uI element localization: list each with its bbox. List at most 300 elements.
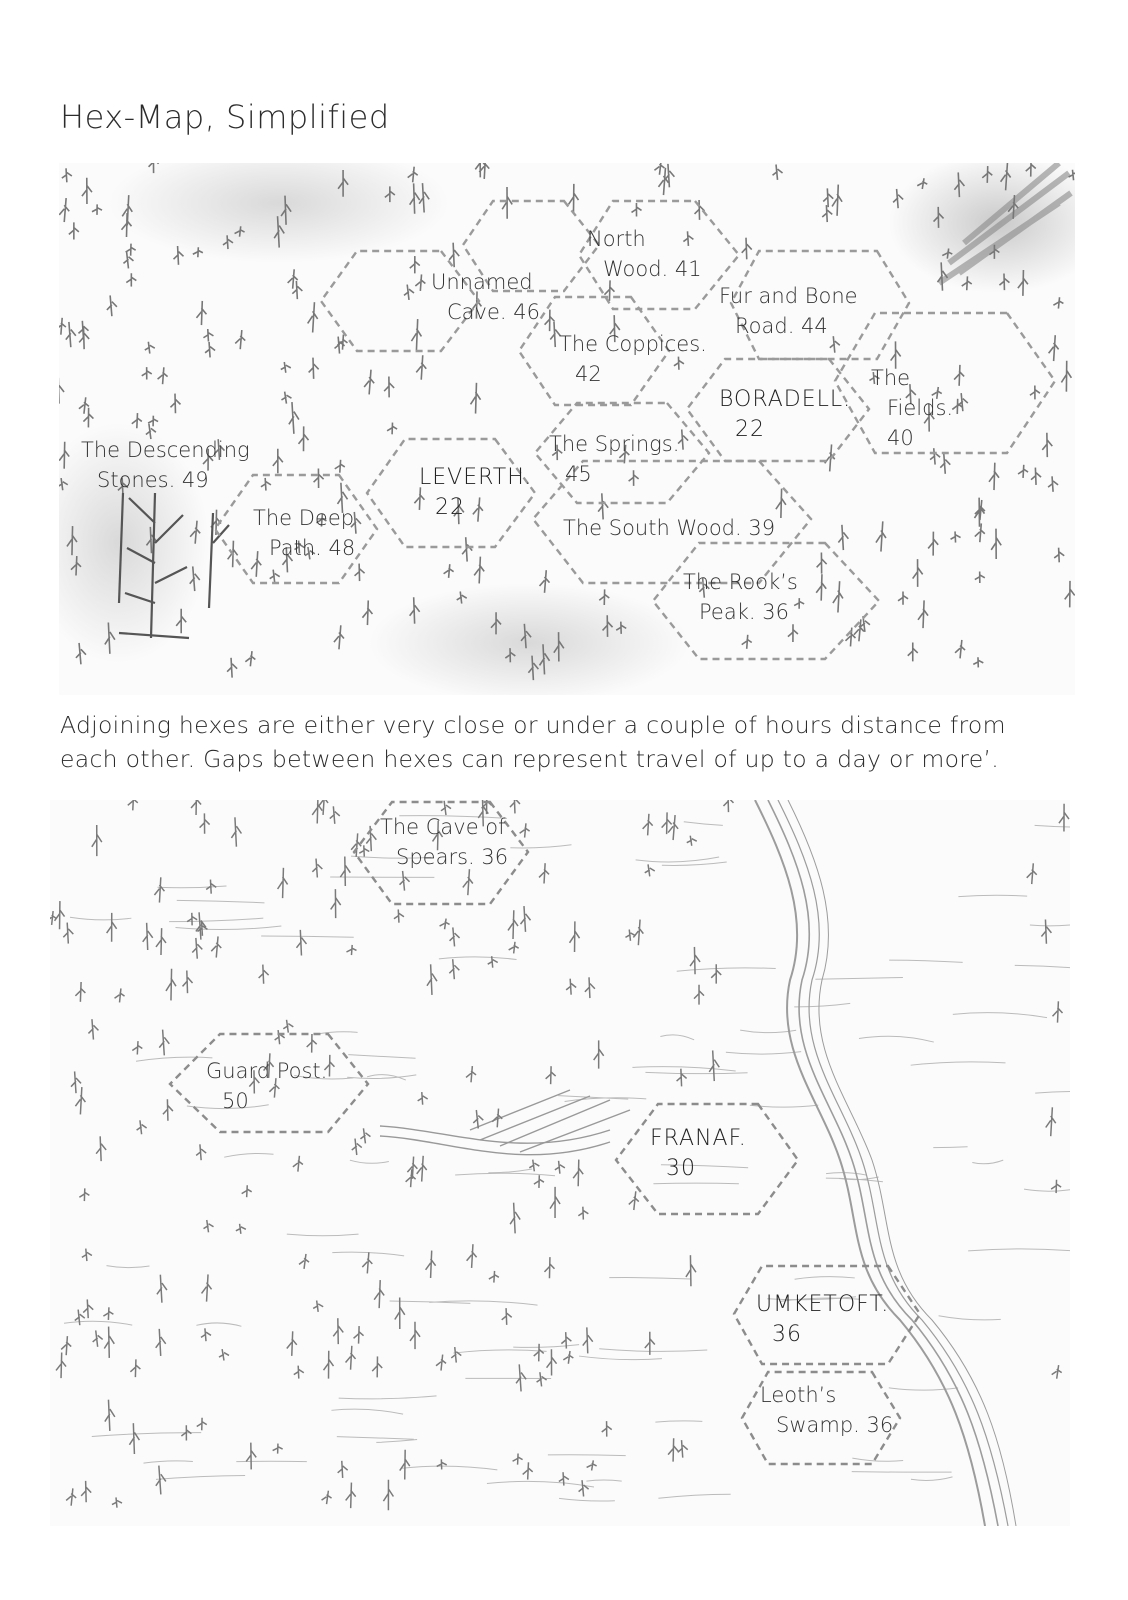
tree-mark: [79, 1188, 89, 1201]
tree-mark: [294, 1366, 304, 1379]
tree-mark: [566, 979, 576, 995]
tree-mark: [928, 532, 938, 556]
tree-mark: [773, 164, 783, 179]
tree-mark: [654, 163, 664, 175]
hex-outlines: [170, 802, 920, 1464]
tree-mark: [322, 1491, 332, 1504]
tree-mark: [817, 553, 827, 574]
fog-shading: [369, 583, 689, 695]
tree-mark: [539, 863, 549, 883]
tree-mark: [678, 429, 688, 449]
tree-mark: [324, 1351, 334, 1379]
hex-label-line: Road. 44: [735, 314, 828, 338]
hatch-stroke: [579, 1356, 662, 1360]
tree-mark: [489, 1271, 499, 1283]
hex-label-line: Spears. 36: [396, 845, 509, 869]
hex-the-south-wood: [563, 513, 775, 543]
hatch-stroke: [677, 968, 776, 971]
hex-label-line: 50: [222, 1089, 249, 1113]
tree-mark: [471, 383, 481, 414]
tree-mark: [145, 342, 155, 354]
tree-mark: [259, 965, 269, 984]
tree-mark: [573, 1160, 583, 1187]
tree-mark: [908, 643, 918, 662]
tree-mark: [384, 376, 394, 397]
tree-mark: [989, 463, 999, 490]
hex-label-line: Unnamed: [431, 270, 533, 294]
hatch-stroke: [599, 1349, 707, 1352]
hex-the-descending-stones: [81, 435, 250, 495]
tree-mark: [293, 1156, 303, 1172]
hatch-stroke: [347, 1075, 416, 1079]
hatch-stroke: [1030, 921, 1070, 925]
hatch-stroke: [684, 822, 723, 826]
hatch-stroke: [1035, 1092, 1070, 1095]
tree-mark: [534, 1344, 544, 1362]
hex-umketoft: [756, 1290, 889, 1350]
hatch-stroke: [889, 960, 963, 962]
hex-the-fields: [871, 363, 953, 453]
tree-mark: [75, 1087, 85, 1114]
hex-label-line: The South Wood. 39: [563, 516, 776, 540]
tree-mark: [191, 800, 201, 815]
hex-label-line: The Rook’s: [683, 570, 798, 594]
tree-mark: [678, 1440, 688, 1457]
hatch-stroke: [972, 1160, 1003, 1164]
tree-mark: [330, 806, 340, 823]
tree-mark: [645, 864, 655, 876]
top-map-panel: [59, 163, 1075, 695]
hex-label-line: Fields.: [887, 396, 954, 420]
tree-mark: [686, 1255, 696, 1286]
tree-mark: [83, 1299, 93, 1318]
tree-mark: [362, 1252, 372, 1273]
hex-leverth: [419, 463, 532, 523]
hex-label-line: Cave. 46: [447, 300, 540, 324]
tree-mark: [440, 919, 450, 930]
tree-mark: [629, 1191, 639, 1210]
tree-mark: [418, 1092, 428, 1105]
tree-mark: [958, 393, 968, 411]
hex-fur-and-bone-road: [719, 281, 858, 341]
hatch-stroke: [968, 1249, 1070, 1251]
tree-mark: [59, 378, 64, 404]
tree-mark: [334, 625, 344, 649]
tree-mark: [416, 355, 426, 379]
tree-mark: [411, 319, 421, 351]
tree-mark: [587, 1460, 597, 1470]
hatch-stroke: [658, 1494, 730, 1498]
hex-the-coppices: [559, 329, 707, 389]
tree-mark: [918, 600, 928, 628]
hex-label-line: The: [871, 366, 911, 390]
hatch-stroke: [169, 918, 263, 921]
tree-mark: [502, 1308, 512, 1325]
tree-mark: [594, 1040, 604, 1068]
tree-mark: [59, 198, 69, 222]
hex-guard-post: [206, 1056, 327, 1116]
tree-mark: [219, 1349, 229, 1360]
tree-mark: [281, 362, 291, 373]
tree-mark: [246, 1443, 256, 1470]
hatch-stroke: [548, 1455, 626, 1456]
hex-label-line: North: [587, 227, 646, 251]
tree-mark: [355, 564, 365, 582]
tree-mark: [1052, 1365, 1062, 1379]
tree-mark: [281, 392, 291, 404]
tree-mark: [823, 188, 833, 207]
tree-mark: [664, 164, 674, 187]
tree-mark: [183, 971, 193, 994]
tree-mark: [50, 911, 57, 925]
tree-mark: [523, 1462, 533, 1479]
tree-mark: [261, 478, 271, 491]
tree-mark: [450, 927, 460, 946]
tree-mark: [63, 923, 73, 944]
tree-mark: [544, 1257, 554, 1278]
tree-mark: [104, 1327, 114, 1358]
tree-mark: [427, 964, 437, 995]
hex-label-line: The Springs.: [549, 432, 680, 456]
tree-mark: [383, 1480, 393, 1511]
tree-mark: [204, 1220, 214, 1232]
tree-mark: [340, 857, 350, 886]
tree-mark: [156, 1466, 166, 1495]
tree-mark: [1031, 468, 1041, 485]
hatch-stroke: [316, 1032, 357, 1034]
hatch-stroke: [177, 900, 265, 902]
fog-shading: [109, 163, 449, 263]
tree-mark: [202, 1274, 212, 1301]
tree-mark: [1041, 920, 1051, 944]
hex-label-line: 45: [565, 462, 592, 486]
tree-mark: [59, 318, 66, 335]
tree-mark: [474, 557, 484, 584]
tree-mark: [876, 521, 886, 551]
tree-mark: [583, 1327, 593, 1353]
hatch-stroke: [794, 1003, 850, 1006]
tree-mark: [156, 928, 166, 955]
tree-mark: [940, 453, 950, 473]
hatch-stroke: [826, 1173, 867, 1176]
tree-mark: [96, 1136, 106, 1161]
tree-mark: [142, 367, 152, 379]
hatch-stroke: [439, 957, 517, 960]
tree-mark: [404, 285, 414, 300]
hex-label-line: Path. 48: [269, 536, 356, 560]
hatch-stroke: [795, 1277, 855, 1280]
tree-mark: [296, 930, 306, 956]
tree-mark: [534, 1175, 544, 1188]
hatch-stroke: [852, 1458, 903, 1461]
tree-mark: [132, 1041, 142, 1054]
tree-mark: [163, 1099, 173, 1120]
hatch-stroke: [911, 1477, 953, 1481]
hatch-stroke: [859, 1036, 934, 1042]
tree-mark: [677, 1069, 687, 1087]
hex-label-line: 30: [666, 1156, 696, 1181]
tree-mark: [625, 930, 635, 941]
tree-mark: [1065, 581, 1075, 608]
tree-mark: [275, 1030, 285, 1044]
tree-mark: [513, 1453, 523, 1464]
tree-mark: [387, 423, 397, 435]
tree-mark: [374, 1280, 384, 1308]
tree-mark: [463, 869, 473, 895]
page-title: Hex-Map, Simplified: [60, 98, 390, 136]
hatch-stroke: [339, 1396, 437, 1399]
hex-label-line: 42: [575, 362, 602, 386]
tree-mark: [69, 222, 79, 239]
tree-mark: [492, 1109, 502, 1128]
tree-mark: [107, 913, 117, 942]
tree-mark: [123, 252, 133, 269]
bottom-map-panel: [50, 800, 1070, 1526]
tree-mark: [71, 1071, 81, 1093]
tree-mark: [955, 640, 965, 658]
hatch-stroke: [196, 1323, 241, 1326]
tree-mark: [360, 1128, 370, 1143]
tree-mark: [742, 635, 752, 649]
hex-label-line: 36: [772, 1322, 802, 1347]
hex-label-line: Stones. 49: [97, 468, 209, 492]
hex-leoths-swamp: [760, 1380, 893, 1440]
town-name: FRANAF.: [650, 1126, 747, 1151]
tree-mark: [723, 800, 733, 812]
hex-label-line: Swamp. 36: [776, 1413, 894, 1437]
tree-mark: [333, 1318, 343, 1344]
tree-mark: [273, 1444, 283, 1454]
tree-mark: [61, 1336, 71, 1355]
tree-mark: [449, 959, 459, 979]
tree-mark: [308, 302, 318, 332]
tree-mark: [563, 1351, 573, 1364]
tree-mark: [417, 1156, 427, 1182]
hatch-stroke: [636, 857, 719, 862]
tree-mark: [462, 537, 472, 561]
tree-mark: [451, 1347, 461, 1363]
hatch-stroke: [632, 1067, 735, 1071]
tree-mark: [278, 868, 288, 898]
tree-mark: [838, 525, 848, 550]
hex-label-line: 40: [887, 426, 914, 450]
tree-mark: [898, 592, 908, 605]
tree-mark: [299, 426, 309, 451]
hatch-stroke: [261, 936, 354, 937]
tree-mark: [711, 964, 721, 983]
tree-mark: [832, 185, 842, 216]
hatch-stroke: [487, 1481, 594, 1487]
hex-unnamed-cave: [431, 267, 540, 327]
hatch-stroke: [70, 917, 131, 920]
tree-mark: [951, 531, 961, 542]
tree-mark: [211, 936, 221, 957]
tree-mark: [88, 1019, 98, 1039]
tree-mark: [56, 1353, 66, 1379]
tree-mark: [79, 397, 89, 413]
tree-mark: [55, 901, 65, 929]
tree-mark: [273, 449, 283, 474]
hatch-stroke: [287, 1234, 359, 1236]
hatch-stroke: [958, 895, 1027, 896]
tree-mark: [568, 184, 578, 213]
tree-mark: [1027, 863, 1037, 884]
tree-mark: [444, 564, 454, 578]
tree-mark: [352, 1139, 362, 1155]
map-caption: [60, 708, 1070, 776]
tree-mark: [105, 1400, 115, 1431]
tree-mark: [913, 559, 923, 587]
tree-mark: [170, 394, 180, 414]
tree-mark: [643, 814, 653, 836]
tree-mark: [206, 880, 216, 894]
hatch-stroke: [1015, 965, 1070, 969]
tree-mark: [309, 358, 319, 379]
tree-mark: [128, 800, 138, 810]
tree-mark: [203, 329, 213, 341]
tree-mark: [954, 365, 964, 386]
hex-the-deep-path: [253, 503, 355, 563]
tree-mark: [709, 1050, 719, 1081]
hatch-stroke: [453, 1350, 546, 1353]
hatch-stroke: [488, 1169, 532, 1173]
hatch-stroke: [889, 1388, 958, 1390]
tree-mark: [66, 322, 76, 347]
tree-mark: [521, 906, 531, 932]
tree-mark: [242, 1185, 252, 1197]
tree-mark: [346, 1346, 356, 1370]
tree-mark: [668, 815, 678, 840]
tree-mark: [952, 399, 962, 414]
tree-mark: [510, 800, 520, 813]
tree-mark: [825, 444, 835, 471]
tree-mark: [578, 1207, 588, 1220]
hex-north-wood: [587, 224, 702, 284]
hatch-stroke: [513, 1345, 579, 1348]
tree-mark: [245, 651, 255, 666]
hatch-stroke: [815, 978, 902, 980]
hex-label-line: The Cave of: [380, 815, 506, 839]
tree-mark: [991, 529, 1001, 559]
hex-label-line: 22: [435, 495, 465, 520]
tree-mark: [270, 570, 280, 583]
hatch-stroke: [106, 1266, 149, 1268]
tree-mark: [187, 913, 197, 926]
tree-mark: [154, 877, 164, 902]
tree-mark: [289, 402, 299, 434]
tree-mark: [687, 836, 697, 846]
tree-mark: [406, 1169, 416, 1187]
tree-mark: [156, 1329, 166, 1356]
tree-mark: [694, 985, 704, 1005]
hatch-stroke: [175, 926, 281, 930]
tree-mark: [555, 1161, 565, 1174]
tree-mark: [973, 657, 983, 667]
tree-mark: [158, 367, 168, 384]
tree-mark: [93, 1330, 103, 1346]
tree-mark: [537, 1372, 547, 1386]
tree-mark: [400, 1450, 410, 1480]
tree-mark: [197, 1418, 207, 1431]
hex-label-line: The Descending: [81, 438, 250, 462]
hatch-stroke: [156, 1476, 245, 1480]
tree-mark: [816, 574, 826, 600]
tree-mark: [508, 910, 518, 939]
hatch-stroke: [559, 1498, 615, 1501]
hex-label-line: Guard Post.: [206, 1059, 328, 1083]
tree-mark: [633, 920, 643, 946]
tree-mark: [200, 813, 210, 833]
tree-mark: [668, 1438, 678, 1461]
tree-mark: [975, 571, 985, 583]
tree-mark: [547, 1349, 557, 1375]
tree-mark: [196, 301, 206, 325]
tree-mark: [159, 1030, 169, 1056]
tree-mark: [126, 273, 136, 286]
tree-mark: [66, 1488, 76, 1505]
tree-mark: [372, 1356, 382, 1377]
tree-mark: [400, 871, 410, 891]
tree-mark: [395, 1298, 405, 1329]
tree-mark: [129, 1423, 139, 1454]
tree-mark: [510, 1203, 520, 1234]
hatch-stroke: [939, 1316, 1001, 1320]
tree-mark: [394, 909, 404, 922]
tree-mark: [364, 370, 374, 395]
hex-label-line: 22: [735, 417, 765, 442]
tree-mark: [426, 1251, 436, 1278]
tree-mark: [467, 1244, 477, 1268]
tree-mark: [81, 1481, 91, 1502]
tree-mark: [312, 859, 322, 878]
tree-mark: [157, 1275, 167, 1303]
hatch-stroke: [510, 845, 571, 848]
town-name: LEVERTH.: [419, 465, 533, 490]
tree-mark: [833, 581, 843, 612]
hatch-stroke: [660, 1035, 694, 1040]
hex-the-rooks-peak: [683, 567, 798, 627]
tree-mark: [354, 1326, 364, 1344]
tree-mark: [143, 923, 153, 950]
hatch-stroke: [911, 1062, 1006, 1065]
tree-mark: [822, 205, 832, 222]
tree-mark: [1061, 361, 1071, 392]
tree-mark: [92, 825, 102, 856]
tree-mark: [92, 204, 102, 214]
hatch-stroke: [402, 1466, 498, 1470]
hatch-stroke: [1024, 1189, 1070, 1191]
tree-mark: [283, 1020, 293, 1033]
tree-mark: [313, 1300, 323, 1311]
tree-mark: [1053, 1001, 1063, 1022]
tree-mark: [107, 295, 117, 316]
tree-mark: [1049, 335, 1059, 361]
hex-franaf: [650, 1124, 747, 1184]
tree-mark: [410, 256, 420, 273]
tree-mark: [1030, 386, 1040, 400]
hex-the-cave-of-spears: [380, 812, 508, 872]
hex-label-line: Fur and Bone: [719, 284, 858, 308]
tree-mark: [235, 330, 245, 349]
tree-mark: [437, 1459, 447, 1469]
tree-mark: [82, 178, 92, 204]
hatch-stroke: [348, 1055, 415, 1059]
hatch-stroke: [645, 1072, 747, 1073]
tree-mark: [520, 823, 530, 837]
hex-label-line: Wood. 41: [603, 257, 702, 281]
tree-mark: [436, 1355, 446, 1371]
tree-mark: [196, 1144, 206, 1160]
